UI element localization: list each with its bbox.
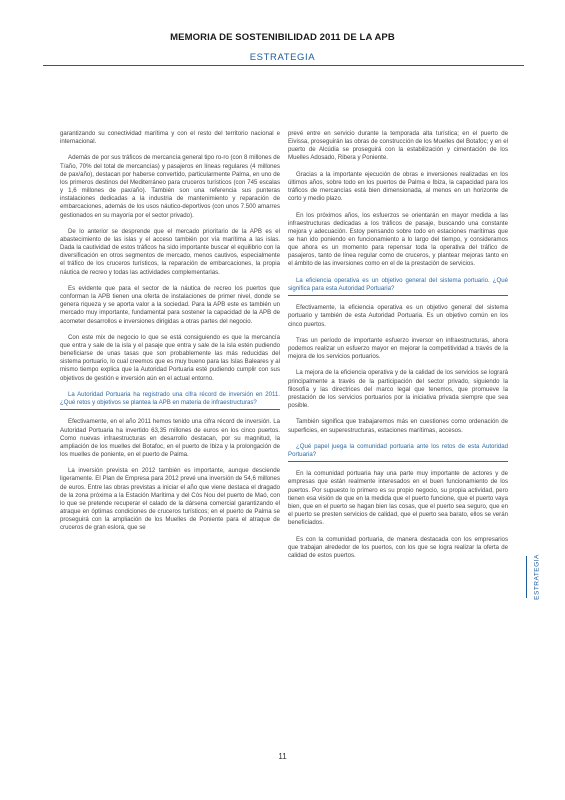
paragraph: Efectivamente, en el año 2011 hemos tenido una cifra récord de inversión. La Autoridad Portuaria ha invertido 63,35 millones de euros en los cinco puertos. Como nuevas infraestructuras en desarrollo destacan, por su magnitud, la ampliación de los muelles del Botafoc, en el puerto de Ibiza y la prolongación de los muelles de poniente, en el puerto de Palma. — [60, 418, 280, 458]
question-text: La Autoridad Portuaria ha registrado una cifra récord de inversión en 2011. ¿Qué retos y objetivos se plantea la APB en materia de infraestructuras? — [60, 390, 280, 407]
paragraph: garantizando su conectividad marítima y con el resto del territorio nacional e internacional. — [60, 130, 280, 146]
question-underline — [60, 409, 280, 410]
interview-question — [288, 277, 508, 296]
left-text-column — [60, 130, 280, 541]
paragraph: Es evidente que para el sector de la náutica de recreo los puertos que conforman la APB tienen una oferta de instalaciones de primer nivel, donde se genera riqueza y se aporta valor a la sociedad. Para la APB este es también un mercado muy importante, fundamental para sostener la capacidad de la APB de acometer desarrollos e inversiones dirigidas a otras partes del negocio. — [60, 284, 280, 325]
paragraph: Es con la comunidad portuaria, de manera destacada con los empresarios que trabajan alrededor de los puertos, con los que se logra realizar la oferta de calidad de estos puertos. — [288, 535, 508, 559]
interview-question — [288, 443, 508, 462]
question-text: La eficiencia operativa es un objetivo general del sistema portuario. ¿Qué significa para esta Autoridad Portuaria? — [288, 276, 508, 292]
paragraph: Además de por sus tráficos de mercancía general tipo ro-ro (con 8 millones de T/año, 70% del total de mercancías) y pasajeros en líneas regulares (4 millones de pax/año), destacan por haberse convertido, particularmente Palma, en uno de los primeros destinos del Mediterráneo para cruceros turísticos (con 745 escalas y 1,6 millones de pax/año). También son una referencia sus punteras instalaciones dedicadas a la industria de mantenimiento y reparación de embarcaciones, además de los usos náutico-deportivos (con unos 7.500 amarres gestionados en su mayoría por el sector privado). — [60, 154, 280, 219]
side-tab-label: ESTRATEGIA — [533, 554, 540, 600]
document-title: MEMORIA DE SOSTENIBILIDAD 2011 DE LA APB — [170, 32, 395, 43]
question-underline — [288, 461, 508, 462]
paragraph: También significa que trabajaremos más en cuestiones como ordenación de superficies, en superestructuras, estaciones marítimas, accesos. — [288, 418, 508, 434]
paragraph: De lo anterior se desprende que el mercado prioritario de la APB es el abastecimiento de las islas y el acceso también por vía marítima a las islas. Dada la cautividad de estos tráficos ha sido importante buscar el equilibrio con la diversificación en otros segmentos de mercado, menos cautivos, especialmente el tráfico de los cruceros turísticos, la reparación de embarcaciones, la propia náutica de recreo y todas las actividades complementarias. — [60, 227, 280, 276]
section-side-tab — [526, 556, 546, 598]
question-text: ¿Qué papel juega la comunidad portuaria ante los retos de esta Autoridad Portuaria? — [288, 442, 508, 458]
page-number: 11 — [278, 752, 287, 761]
question-underline — [288, 295, 508, 296]
paragraph: Con este mix de negocio lo que se está consiguiendo es que la mercancía que entra y sale de la isla y el pasaje que entra y sale de la isla estén pudiendo beneficiarse de unas tasas que son probablemente las más reducidas del sistema portuario, lo cual creemos que es muy bueno para las Islas Baleares y al mismo tiempo explica que la Autoridad Portuaria esté pudiendo cumplir con sus objetivos de gestión e inversión aún en el actual entorno. — [60, 333, 280, 382]
section-heading: ESTRATEGIA — [249, 52, 316, 63]
paragraph: Tras un período de importante esfuerzo inversor en infraestructuras, ahora podemos realizar un esfuerzo mayor en mejorar la competitividad a través de la mejora de los servicios portuarios. — [288, 336, 508, 361]
paragraph: En los próximos años, los esfuerzos se orientarán en mayor medida a las infraestructuras dedicadas a los tráficos de pasaje, buscando una constante mejora y adecuación. Estoy pensando sobre todo en estaciones marítimas que se han ido poniendo en funcionamiento a lo largo del tiempo, y consideramos que ahora es un momento para repensar toda la operativa del tráfico de pasajeros, tanto de línea regular como de cruceros, y plantear mejoras tanto en el ámbito de las inversiones como en el de la prestación de servicios. — [288, 211, 508, 268]
interview-question — [60, 391, 280, 410]
paragraph: prevé entre en servicio durante la temporada alta turística; en el puerto de Eivissa, proseguirán las obras de construcción de los Muelles del Botafoc; y en el puerto de Alcúdia se proseguirá con la estabilización y cimentación de los Muelles Adosado, Ribera y Poniente. — [288, 130, 508, 162]
paragraph: La inversión prevista en 2012 también es importante, aunque desciende ligeramente. El Plan de Empresa para 2012 prevé una inversión de 54,6 millones de euros. Entre las obras previstas a iniciar el año que viene destaca el dragado de la zona próxima a la Estación Marítima y del Cós Nou del puerto de Maó, con lo que se pretende recuperar el calado de la dársena comercial garantizando el atraque en óptimas condiciones de cruceros turísticos; en el puerto de Palma se proseguirá con la ampliación de los Muelles de Poniente para el atraque de cruceros de gran eslora, que se — [60, 467, 280, 532]
header-divider — [43, 65, 524, 66]
paragraph: Efectivamente, la eficiencia operativa es un objetivo general del sistema portuario y también de esta Autoridad Portuaria. Es un objetivo común en los cinco puertos. — [288, 304, 508, 328]
paragraph: La mejora de la eficiencia operativa y de la calidad de los servicios se logrará principalmente a través de la participación del sector privado, siguiendo la filosofía y las directrices del marco legal que tenemos, que promueve la prestación de los servicios portuarios por la iniciativa privada siempre que sea posible. — [288, 369, 508, 410]
right-text-column — [288, 130, 508, 568]
paragraph: En la comunidad portuaria hay una parte muy importante de actores y de empresas que están realmente interesados en el buen funcionamiento de los puertos. Por supuesto lo primero es su propio negocio, su propia actividad, pero tienen esa visión de que en la medida que el puerto funcione, que el puerto vaya bien, que en el puerto se hagan bien las cosas, que el puerto sea seguro, que en el puerto se presten servicios de calidad, que el puerto sea barato, ellos se verán beneficiados. — [288, 470, 508, 527]
paragraph: Gracias a la importante ejecución de obras e inversiones realizadas en los últimos años, sobre todo en los puertos de Palma e Ibiza, la capacidad para los tráficos de mercancías está bien dimensionada, al menos en un horizonte de corto y medio plazo. — [288, 170, 508, 203]
